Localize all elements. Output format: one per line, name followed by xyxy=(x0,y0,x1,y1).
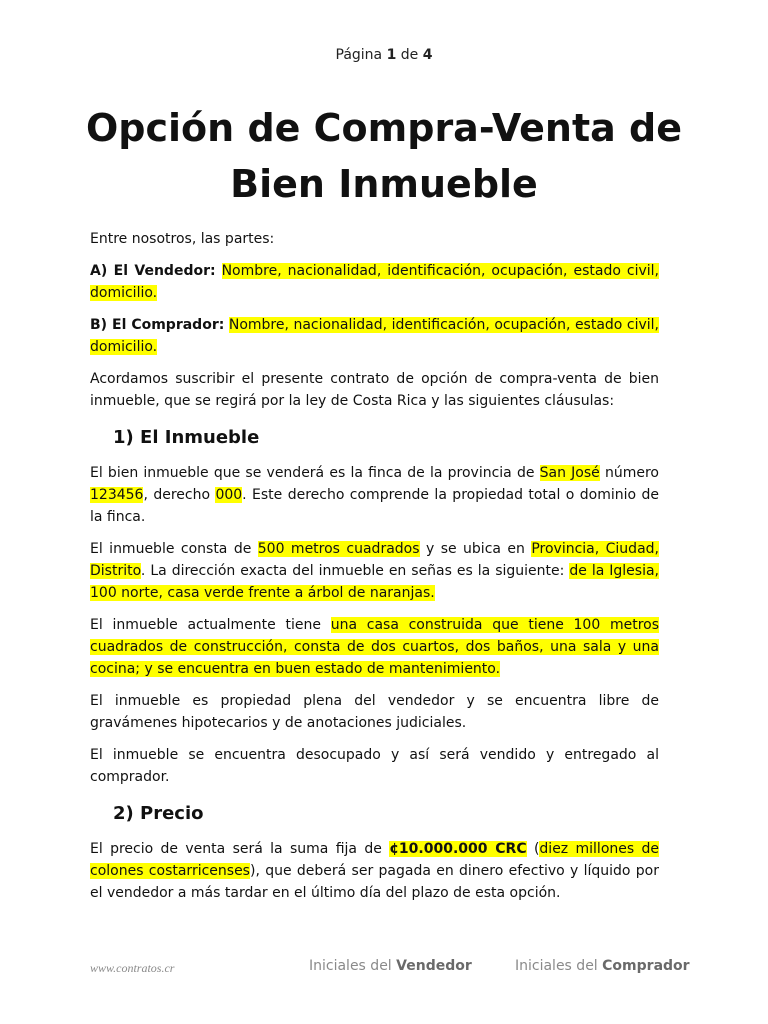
buyer-initials-prefix: Iniciales del xyxy=(515,958,598,974)
party-b-details: Nombre, nacionalidad, identificación, ocupación, estado civil, domicilio. xyxy=(90,317,659,355)
page-number-prefix: Página xyxy=(335,47,383,63)
s1p2-text-2: y se ubica en xyxy=(419,541,532,557)
s1p1-text-3: , derecho xyxy=(143,487,216,503)
title-line-2: Bien Inmueble xyxy=(230,162,538,206)
s1p3-description: una casa construida que tiene 100 metros cuadrados de construcción, consta de dos cuartos, dos baños, una sala y una cocina; y se encuentra en buen estado de mantenimiento. xyxy=(90,617,660,677)
page-number xyxy=(0,47,768,63)
s1p2-text-3: . La dirección exacta del inmueble en señas es la siguiente: xyxy=(140,563,570,579)
section-1-paragraph-4: El inmueble es propiedad plena del vendedor y se encuentra libre de gravámenes hipotecarios y de anotaciones judiciales. xyxy=(90,693,659,731)
party-a-details: Nombre, nacionalidad, identificación, ocupación, estado civil, domicilio. xyxy=(90,263,659,301)
buyer-initials-label: Comprador xyxy=(602,958,690,974)
party-b-paragraph xyxy=(90,314,659,358)
page-number-total: 4 xyxy=(422,47,433,63)
section-1-paragraph-1 xyxy=(90,462,659,528)
s1p2-address: de la Iglesia, 100 norte, casa verde frente a árbol de naranjas. xyxy=(90,563,659,601)
s1p1-province: San José xyxy=(539,465,600,481)
section-1-paragraph-2 xyxy=(90,538,659,604)
s1p2-text-1: El inmueble consta de xyxy=(90,541,258,557)
page-number-middle: de xyxy=(400,47,419,63)
seller-initials-field xyxy=(309,958,472,974)
footer-website: www.contratos.cr xyxy=(90,961,175,975)
section-2-paragraph-1 xyxy=(90,838,659,904)
section-1-heading: 1) El Inmueble xyxy=(113,427,260,448)
party-a-label: A) El Vendedor: xyxy=(90,263,216,279)
s1p2-area: 500 metros cuadrados xyxy=(257,541,420,557)
s2p1-price: ¢10.000.000 CRC xyxy=(389,841,527,857)
s2p1-text-2: ( xyxy=(526,841,540,857)
intro-paragraph: Entre nosotros, las partes: xyxy=(90,231,275,247)
document-title xyxy=(40,100,728,212)
section-1-paragraph-3 xyxy=(90,614,659,680)
section-2-heading: 2) Precio xyxy=(113,803,204,824)
seller-initials-prefix: Iniciales del xyxy=(309,958,392,974)
seller-initials-label: Vendedor xyxy=(396,958,472,974)
party-a-paragraph xyxy=(90,260,659,304)
s1p1-text-4: . Este derecho comprende la propiedad total o dominio de la finca. xyxy=(90,487,659,525)
s2p1-price-words: diez millones de colones costarricenses xyxy=(90,841,660,879)
s1p1-derecho: 000 xyxy=(215,487,243,503)
s1p3-text-1: El inmueble actualmente tiene xyxy=(90,617,331,633)
section-1-paragraph-5: El inmueble se encuentra desocupado y así será vendido y entregado al comprador. xyxy=(90,747,659,785)
title-line-1: Opción de Compra-Venta de xyxy=(86,106,682,150)
s1p1-text-2: número xyxy=(599,465,659,481)
s2p1-text-1: El precio de venta será la suma fija de xyxy=(90,841,390,857)
document-body xyxy=(90,228,659,914)
s1p1-text-1: El bien inmueble que se venderá es la finca de la provincia de xyxy=(90,465,540,481)
s1p2-location: Provincia, Ciudad, Distrito xyxy=(90,541,659,579)
party-b-label: B) El Comprador: xyxy=(90,317,225,333)
s1p1-number: 123456 xyxy=(90,487,144,503)
s2p1-text-3: ), que deberá ser pagada en dinero efectivo y líquido por el vendedor a más tardar en el último día del plazo de esta opción. xyxy=(90,863,659,901)
buyer-initials-field xyxy=(515,958,690,974)
agreement-paragraph: Acordamos suscribir el presente contrato de opción de compra-venta de bien inmueble, que se regirá por la ley de Costa Rica y las siguientes cláusulas: xyxy=(90,371,659,409)
page-number-current: 1 xyxy=(386,47,397,63)
